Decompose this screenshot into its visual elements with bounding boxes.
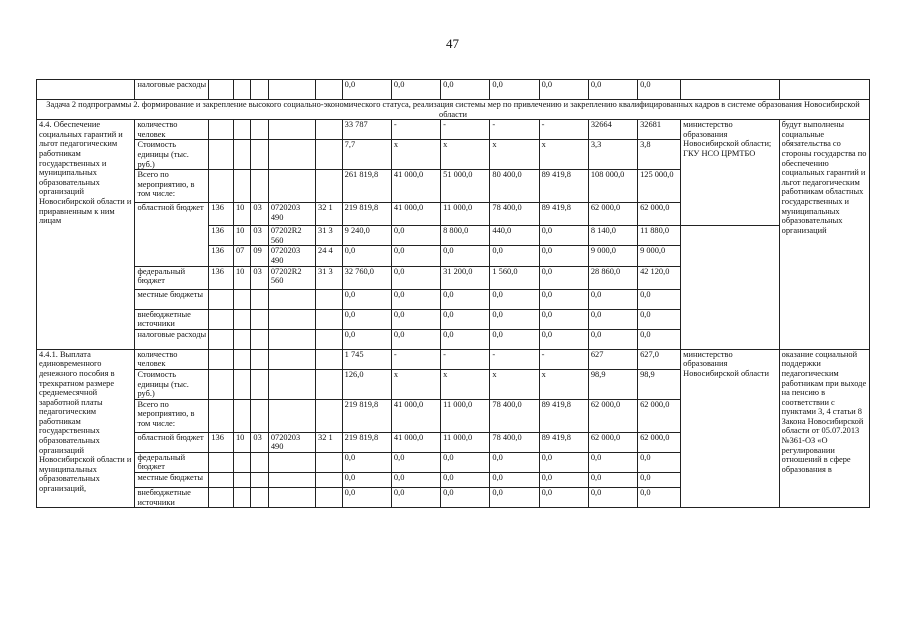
table-cell: х [539,369,588,399]
table-cell: 62 000,0 [638,432,681,452]
table-cell: 07 [233,246,250,266]
table-cell [233,80,250,100]
table-cell [779,80,869,100]
table-cell: 0,0 [539,329,588,349]
table-cell [316,309,343,329]
table-cell: будут выполнены социальные обязательства со стороны государства по обеспечению социальных гарантий и льгот педагогическим работникам областных государственных и муниципальных образовательных организаций [779,120,869,350]
table-cell: федеральный бюджет [135,452,209,472]
table-cell: 24 4 [316,246,343,266]
table-cell: 0,0 [638,329,681,349]
table-cell: х [441,369,490,399]
table-cell [268,349,315,369]
table-cell [268,309,315,329]
table-cell [233,140,250,170]
table-cell: 9 000,0 [638,246,681,266]
table-cell: 0,0 [588,289,637,309]
table-cell [316,349,343,369]
table-cell: 4.4.1. Выплата единовременного денежного пособия в трехкратном размере среднемесячной заработной платы педагогическим работникам государственных образовательных организаций Новосибирской области и муниципальных образовательных организаций, [37,349,135,508]
table-cell [209,399,234,432]
table-cell [233,473,250,488]
table-cell: 125 000,0 [638,170,681,203]
table-cell: 136 [209,246,234,266]
table-cell: 42 120,0 [638,266,681,289]
table-cell: 10 [233,432,250,452]
table-row [37,80,870,100]
table-cell [316,289,343,309]
table-cell: 108 000,0 [588,170,637,203]
table-cell [316,473,343,488]
table-cell [316,399,343,432]
table-cell: 0,0 [539,309,588,329]
table-cell: 98,9 [638,369,681,399]
table-cell: 0,0 [441,452,490,472]
table-cell: 89 419,8 [539,399,588,432]
table-cell: министерство образования Новосибирской области; ГКУ НСО ЦРМТБО [681,120,779,226]
table-cell: 32 1 [316,432,343,452]
table-cell: 62 000,0 [638,203,681,226]
table-cell [37,80,135,100]
table-cell: местные бюджеты [135,473,209,488]
table-cell [251,329,268,349]
table-cell [268,289,315,309]
table-cell: х [490,140,539,170]
table-cell: 0,0 [441,473,490,488]
table-cell: 0,0 [441,488,490,508]
table-cell: областной бюджет [135,432,209,452]
table-cell: 0,0 [588,473,637,488]
table-cell: 0,0 [490,289,539,309]
table-cell: 0,0 [391,488,440,508]
table-cell: количество человек [135,120,209,140]
table-cell: 89 419,8 [539,432,588,452]
table-cell [316,120,343,140]
table-cell: 07202R2 560 [268,266,315,289]
table-cell: 41 000,0 [391,203,440,226]
table-cell: - [391,349,440,369]
table-cell: Всего по мероприятию, в том числе: [135,399,209,432]
table-cell [233,309,250,329]
table-cell: 0,0 [638,289,681,309]
table-cell [251,369,268,399]
table-cell [209,349,234,369]
table-cell [209,452,234,472]
table-cell: 261 819,8 [342,170,391,203]
table-cell: 0,0 [588,80,637,100]
table-cell: 0,0 [391,473,440,488]
table-cell: 136 [209,432,234,452]
table-cell: - [441,349,490,369]
table-cell: 31 3 [316,266,343,289]
table-cell: 219 819,8 [342,203,391,226]
table-cell: внебюджетные источники [135,488,209,508]
table-cell [251,349,268,369]
table-cell [251,399,268,432]
table-cell: 10 [233,203,250,226]
table-cell: 28 860,0 [588,266,637,289]
table-cell: 32 760,0 [342,266,391,289]
table-cell: оказание социальной поддержки педагогическим работникам при выходе на пенсию в соответствии с пунктами 3, 4 статьи 8 Закона Новосибирской области от 05.07.2013 №361-ОЗ «О регулировании отношений в сфере образования в [779,349,869,508]
table-cell: 09 [251,246,268,266]
table-cell: 0,0 [539,80,588,100]
table-cell: внебюджетные источники [135,309,209,329]
table-cell: 07202R2 560 [268,226,315,246]
table-cell: 62 000,0 [638,399,681,432]
table-cell: х [490,369,539,399]
table-cell [251,170,268,203]
table-row [37,100,870,120]
table-cell: 0,0 [391,246,440,266]
table-cell: 62 000,0 [588,399,637,432]
table-cell: 0,0 [490,329,539,349]
table-cell: 0,0 [391,226,440,246]
table-cell: 8 800,0 [441,226,490,246]
table-cell: 627 [588,349,637,369]
table-cell: - [490,349,539,369]
table-cell: 0,0 [539,226,588,246]
table-cell [251,488,268,508]
table-cell: 0,0 [441,246,490,266]
table-cell [681,226,779,350]
table-cell: 0,0 [391,309,440,329]
table-cell: 0,0 [490,246,539,266]
table-cell: 0,0 [342,309,391,329]
table-cell: 0,0 [441,289,490,309]
table-cell: 0,0 [441,309,490,329]
table-cell: 62 000,0 [588,432,637,452]
table-cell [268,488,315,508]
table-cell: количество человек [135,349,209,369]
table-cell: 41 000,0 [391,399,440,432]
table-cell [268,140,315,170]
table-cell: Задача 2 подпрограммы 2. формирование и закрепление высокого социально-экономического статуса, реализация системы мер по привлечению и закреплению квалифицированных кадров в системе образования Новосибирской области [37,100,870,120]
table-cell [233,399,250,432]
table-cell [251,80,268,100]
table-cell: 33 787 [342,120,391,140]
table-cell: 0,0 [539,452,588,472]
table-cell: 1 745 [342,349,391,369]
table-cell: 51 000,0 [441,170,490,203]
table-cell: 78 400,0 [490,432,539,452]
table-cell [316,140,343,170]
table-cell: 219 819,8 [342,432,391,452]
table-cell: 98,9 [588,369,637,399]
table-cell: 0,0 [588,488,637,508]
table-cell [251,309,268,329]
table-cell: 9 000,0 [588,246,637,266]
table-cell [268,399,315,432]
table-cell [233,488,250,508]
table-cell: 0720203 490 [268,432,315,452]
table-cell: 03 [251,203,268,226]
table-cell: 627,0 [638,349,681,369]
table-cell [209,289,234,309]
table-row [37,120,870,140]
table-cell: 0,0 [588,452,637,472]
table-cell: 0,0 [441,329,490,349]
table-cell: Стоимость единицы (тыс. руб.) [135,140,209,170]
table-cell [268,170,315,203]
table-cell: 11 000,0 [441,203,490,226]
table-cell: 0,0 [638,80,681,100]
table-cell: 31 200,0 [441,266,490,289]
table-cell: 03 [251,226,268,246]
table-cell: 0,0 [391,80,440,100]
table-cell [251,140,268,170]
table-cell [316,369,343,399]
table-cell: - [490,120,539,140]
table-cell: 136 [209,266,234,289]
table-cell: министерство образования Новосибирской области [681,349,779,508]
table-cell: 0720203 490 [268,203,315,226]
table-cell: 11 000,0 [441,432,490,452]
table-cell: 8 140,0 [588,226,637,246]
table-cell: 0,0 [588,309,637,329]
table-cell: 31 3 [316,226,343,246]
table-cell: 0,0 [391,329,440,349]
table-cell [209,329,234,349]
table-cell [316,80,343,100]
table-cell [209,120,234,140]
table-cell: 0,0 [490,452,539,472]
table-cell [268,120,315,140]
table-cell: федеральный бюджет [135,266,209,289]
table-cell [316,170,343,203]
table-cell: местные бюджеты [135,289,209,309]
table-cell: х [391,369,440,399]
table-cell: 0,0 [588,329,637,349]
table-cell: 32681 [638,120,681,140]
table-cell: - [391,120,440,140]
table-cell [233,289,250,309]
table-cell: 32664 [588,120,637,140]
table-cell [268,329,315,349]
table-cell: 89 419,8 [539,203,588,226]
table-cell: 0,0 [539,488,588,508]
table-cell [251,473,268,488]
table-cell [209,488,234,508]
table-row [37,349,870,369]
table-cell: налоговые расходы [135,80,209,100]
table-cell [209,170,234,203]
table-cell: 0,0 [638,309,681,329]
table-cell: 32 1 [316,203,343,226]
table-cell: 126,0 [342,369,391,399]
table-cell [233,369,250,399]
table-cell: 0,0 [342,329,391,349]
table-cell: 78 400,0 [490,203,539,226]
table-cell: 0,0 [490,488,539,508]
table-cell: 0,0 [539,289,588,309]
table-cell: 1 560,0 [490,266,539,289]
table-cell: 0,0 [391,266,440,289]
table-cell: 3,3 [588,140,637,170]
table-cell [233,349,250,369]
table-cell [268,80,315,100]
table-cell: 4.4. Обеспечение социальных гарантий и льгот педагогическим работникам государственных и муниципальных образовательных организаций Новосибирской области и приравненным к ним лицам [37,120,135,350]
table-cell: Стоимость единицы (тыс. руб.) [135,369,209,399]
table-cell [209,80,234,100]
table-cell [209,473,234,488]
table-cell: 03 [251,432,268,452]
table-cell: 41 000,0 [391,432,440,452]
table-cell: 0,0 [342,452,391,472]
table-cell: 0,0 [342,80,391,100]
table-cell: 0,0 [539,246,588,266]
table-cell: 11 000,0 [441,399,490,432]
table-cell [233,120,250,140]
table-cell: 62 000,0 [588,203,637,226]
table-cell: 0,0 [342,473,391,488]
table-cell: х [539,140,588,170]
table-cell: 219 819,8 [342,399,391,432]
table-cell: 0,0 [638,473,681,488]
table-cell: 11 880,0 [638,226,681,246]
table-cell: 10 [233,266,250,289]
table-cell [681,80,779,100]
table-cell [316,452,343,472]
table-cell: 03 [251,266,268,289]
table-cell [316,488,343,508]
table-cell: - [539,120,588,140]
table-cell: х [391,140,440,170]
table-cell: 0,0 [539,266,588,289]
table-cell [251,452,268,472]
table-cell [316,329,343,349]
table-cell: 41 000,0 [391,170,440,203]
table-cell [268,452,315,472]
table-cell: х [441,140,490,170]
table-cell: 0,0 [490,80,539,100]
table-cell: областной бюджет [135,203,209,266]
table-cell: 7,7 [342,140,391,170]
table-cell: 0,0 [638,452,681,472]
table-cell: 0,0 [391,452,440,472]
table-cell [251,120,268,140]
table-cell [209,140,234,170]
table-cell [268,369,315,399]
table-cell: 0,0 [342,246,391,266]
table-cell: 10 [233,226,250,246]
table-cell: 80 400,0 [490,170,539,203]
table-cell: Всего по мероприятию, в том числе: [135,170,209,203]
table-cell: 78 400,0 [490,399,539,432]
table-cell: 0,0 [342,289,391,309]
table-cell: - [539,349,588,369]
table-cell [209,369,234,399]
table-cell: 0,0 [391,289,440,309]
table-cell: - [441,120,490,140]
table-cell: налоговые расходы [135,329,209,349]
table-cell [233,452,250,472]
page-number: 47 [446,36,459,51]
table-cell: 440,0 [490,226,539,246]
table-cell: 0,0 [539,473,588,488]
table-cell [233,329,250,349]
table-cell: 9 240,0 [342,226,391,246]
table-cell: 0,0 [638,488,681,508]
table-cell: 0,0 [490,473,539,488]
table-cell: 0,0 [490,309,539,329]
program-table [36,79,870,508]
table-cell [251,289,268,309]
table-cell: 136 [209,226,234,246]
table-cell [233,170,250,203]
table-cell: 0,0 [342,488,391,508]
table-cell: 89 419,8 [539,170,588,203]
table-cell: 0,0 [441,80,490,100]
table-cell [209,309,234,329]
table-cell: 3,8 [638,140,681,170]
table-cell: 0720203 490 [268,246,315,266]
table-cell [268,473,315,488]
table-cell: 136 [209,203,234,226]
